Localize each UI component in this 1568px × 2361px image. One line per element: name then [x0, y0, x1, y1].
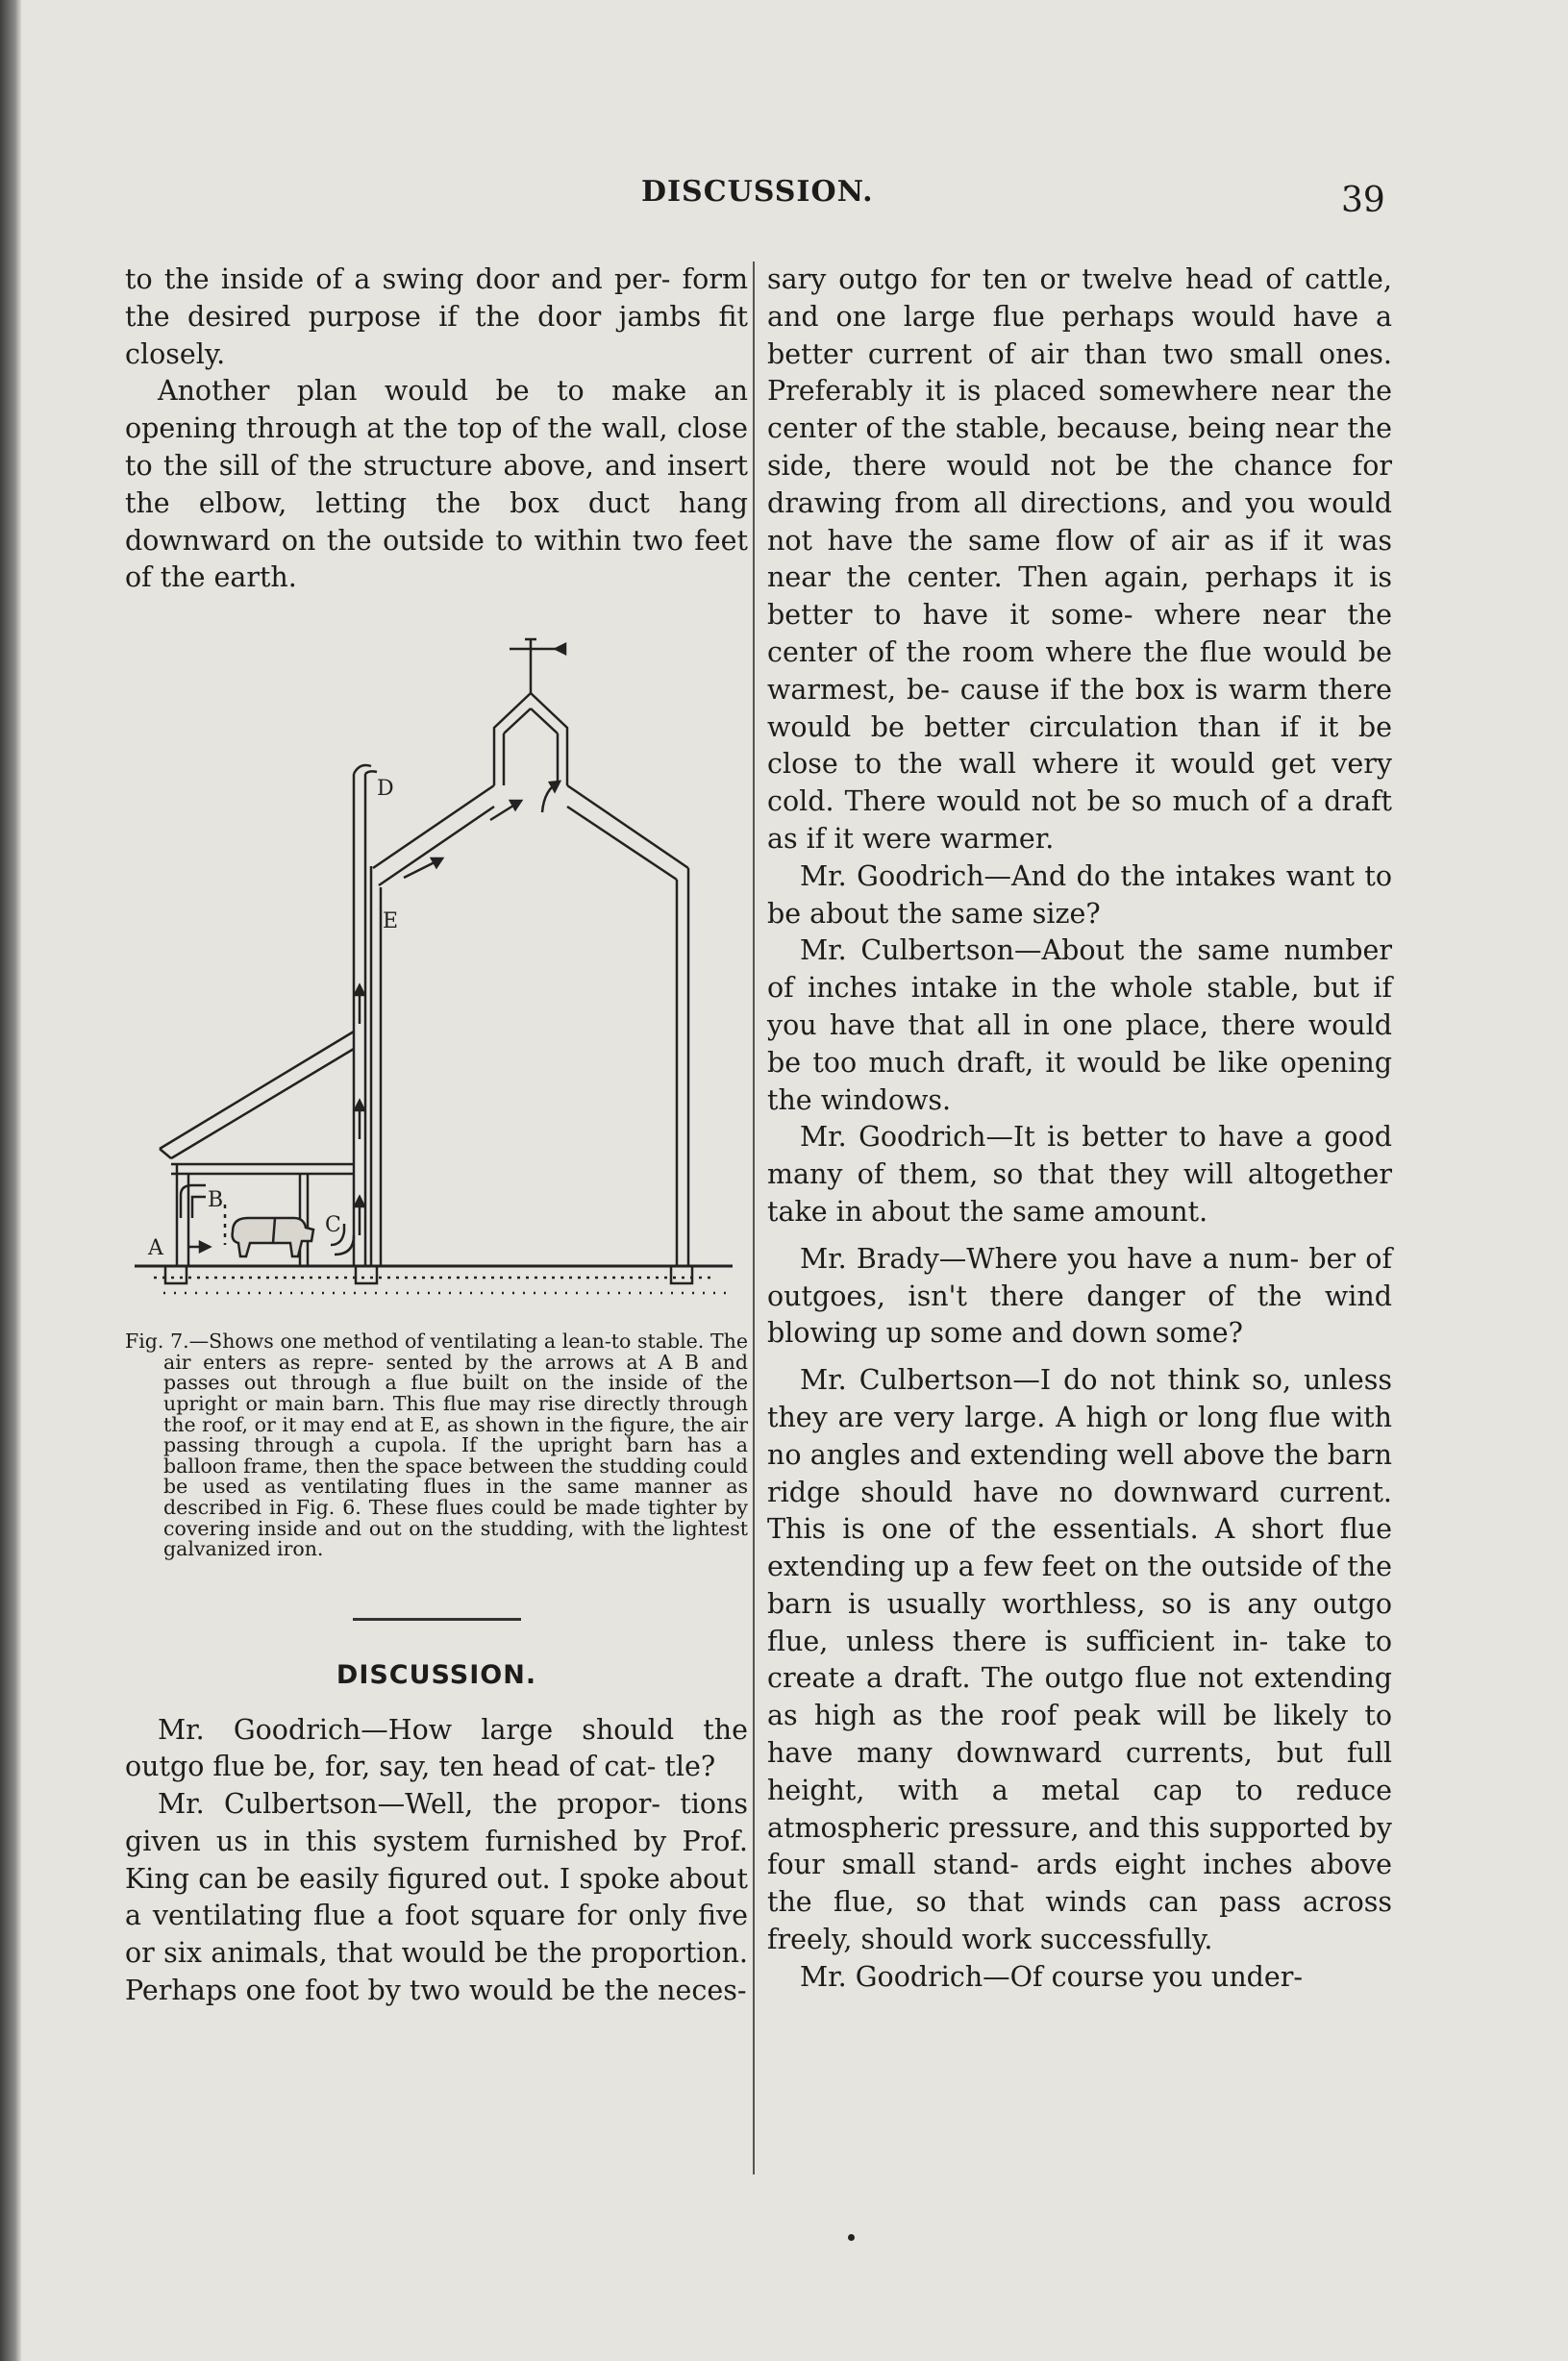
book-page	[21, 0, 1568, 2361]
section-heading: DISCUSSION.	[336, 1659, 537, 1690]
label-c: C	[325, 1213, 341, 1238]
paragraph: Mr. Goodrich—Of course you under-	[800, 1960, 1304, 1993]
column-rule	[753, 261, 755, 2175]
label-b: B	[208, 1188, 224, 1213]
barn-ventilation-diagram	[125, 620, 748, 1331]
ink-speck	[848, 2234, 855, 2241]
barn-drawing	[125, 620, 748, 1331]
paragraph: to the inside of a swing door and per- form the desired purpose if the door jambs fit closely.	[125, 263, 748, 370]
paragraph: Another plan would be to make an opening through at the top of the wall, close to the sill of the structure above, and insert the elbow, letting the box duct hang downward on the outside to within two feet of the earth.	[125, 375, 748, 594]
paragraph: Mr. Goodrich—And do the intakes want to be about the same size?	[767, 859, 1392, 930]
paragraph: Mr. Brady—Where you have a num- ber of outgoes, isn't there danger of the wind blowing up some and down some?	[767, 1242, 1392, 1350]
right-column	[767, 261, 1392, 1997]
page-number: 39	[1341, 181, 1385, 220]
figure-7	[125, 620, 748, 1560]
label-e: E	[383, 909, 399, 934]
paragraph: sary outgo for ten or twelve head of cattle, and one large flue perhaps would have a better current of air than two small ones. Preferably it is placed somewhere near the center of the stable, because, being near the side, there would not be the chance for drawing from all directions, and you would not have the same flow of air as if it was near the center. Then again, perhaps it is better to have it some- where near the center of the room where the flue would be warmest, be- cause if the box is warm there would be better circulation than if it be close to the wall where it would get very cold. There would not be so much of a draft as if it were warmer.	[767, 263, 1392, 855]
left-column	[125, 261, 748, 2010]
book-spine-shadow	[0, 0, 21, 2361]
section-divider	[353, 1618, 521, 1621]
paragraph: Mr. Goodrich—It is better to have a good many of them, so that they will altogether take in about the same amount.	[767, 1121, 1392, 1228]
paragraph: Mr. Culbertson—Well, the propor- tions given us in this system furnished by Prof. King can be easily figured out. I spoke about a ventilating flue a foot square for only five or six animals, that would be the proportion. Perhaps one foot by two would be the neces-	[125, 1788, 748, 2007]
running-head: DISCUSSION.	[641, 175, 874, 209]
paragraph: Mr. Goodrich—How large should the outgo flue be, for, say, ten head of cat- tle?	[125, 1713, 748, 1783]
paragraph: Mr. Culbertson—About the same number of inches intake in the whole stable, but if you have that all in one place, there would be too much draft, it would be like opening the windows.	[767, 934, 1392, 1116]
label-d: D	[377, 777, 394, 802]
paragraph: Mr. Culbertson—I do not think so, unless they are very large. A high or long flue with no angles and extending well above the barn ridge should have no downward current. This is one of the essentials. A short flue extending up a few feet on the outside of the barn is usually worthless, so is any outgo flue, unless there is sufficient in- take to create a draft. The outgo flue not extending as high as the roof peak will be likely to have many downward currents, but full height, with a metal cap to reduce atmospheric pressure, and this supported by four small stand- ards eight inches above the flue, so that winds can pass across freely, should work successfully.	[767, 1364, 1392, 1956]
figure-caption: Fig. 7.—Shows one method of ventilating a lean-to stable. The air enters as repre- sented by the arrows at A B and passes out through a flue built on the inside of the upright or main barn. This flue may rise directly through the roof, or it may end at E, as shown in the figure, the air passing through a cupola. If the upright barn has a balloon frame, then the space between the studding could be used as ventilating flues in the same manner as described in Fig. 6. These flues could be made tighter by covering inside and out on the studding, with the lightest galvanized iron.	[125, 1330, 748, 1561]
label-a: A	[148, 1236, 163, 1261]
